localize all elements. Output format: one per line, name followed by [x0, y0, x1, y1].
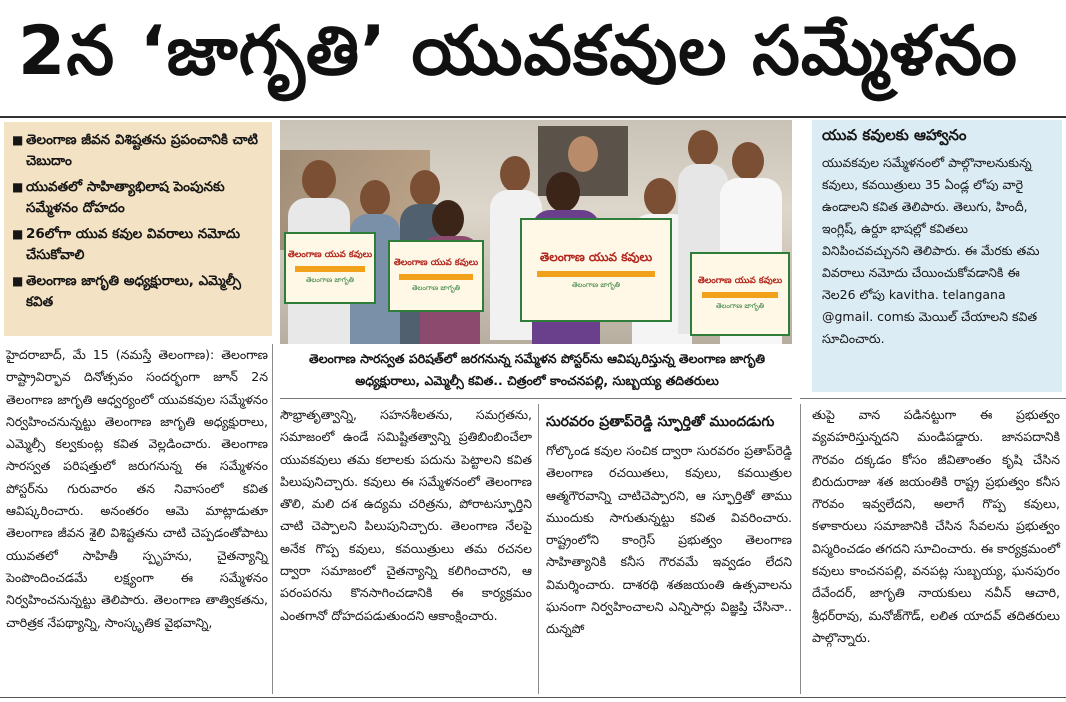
- highlight-item: ■ 26లోగా యువ కవుల వివరాలు నమోదు చేసుకోవాలి: [12, 224, 264, 266]
- article-column-3: [546, 410, 792, 694]
- highlight-item: ■ తెలంగాణ జీవన విశిష్టతను ప్రపంచానికి చాటి చెబుదాం: [12, 130, 264, 172]
- sidebar-rule: [800, 398, 1066, 399]
- caption-rule: [280, 398, 792, 399]
- bullet-square-icon: ■: [12, 133, 24, 147]
- column-separator: [538, 404, 539, 694]
- bottom-rule: [0, 697, 1066, 698]
- event-poster: తెలంగాణ యువ కవులు తెలంగాణ జాగృతి: [388, 240, 484, 312]
- article-paragraph: గోల్కొండ కవుల సంచిక ద్వారా సురవరం ప్రతాప్‌రెడ్డి తెలంగాణ రచయితలు, కవులు, కవయిత్రుల ఆత్మగౌరవాన్ని చాటిచెప్పారని, ఆ స్ఫూర్తితో తాము ముందుకు సాగుతున్నట్టు కవిత వివరించారు. రాష్ట్రంలోని కాంగ్రెస్‌ ప్రభుత్వం తెలంగాణ సాహిత్యానికి కనీస గౌరవమే ఇవ్వడం లేదని విమర్శించారు. దాశరథి శతజయంతి ఉత్సవాలను ఘనంగా నిర్వహించాలని ఎన్నిసార్లు విజ్ఞప్తి చేసినా.. దున్నపో: [546, 443, 792, 637]
- article-paragraph: తుపై వాన పడినట్టుగా ఈ ప్రభుత్వం వ్యవహరిస్తున్నదని మండిపడ్డారు. జానపదానికి గౌరవం దక్కడం కోసం జీవితాంతం కృషి చేసిన బిరుదురాజు శత జయంతికి రాష్ట్ర ప్రభుత్వం కనీస గౌరవం ఇవ్వలేదని, అలాగే గొప్ప కవులు, కళాకారులు సమాజానికి చేసిన సేవలను ప్రభుత్వం విస్మరించడం తగదని సూచించారు. ఈ కార్యక్రమంలో కవులు కాంచనపల్లి, వనపట్ల సుబ్బయ్య, ఘనపురం దేవేందర్‌, జాగృతి నాయకులు నవీన్‌ ఆచారి, శ్రీధర్‌రావు, మనోజ్‌గౌడ్‌, లలిత యాదవ్‌ తదితరులు పాల్గొన్నారు.: [812, 407, 1060, 645]
- event-poster: తెలంగాణ యువ కవులు తెలంగాణ జాగృతి: [690, 252, 790, 336]
- event-poster: తెలంగాణ యువ కవులు తెలంగాణ జాగృతి: [284, 232, 376, 304]
- column-separator: [272, 344, 273, 694]
- article-paragraph: హైదరాబాద్‌, మే 15 (నమస్తే తెలంగాణ): తెలంగాణ రాష్ట్రావిర్భావ దినోత్సవం సందర్భంగా జూన్‌ 2న తెలంగాణ జాగృతి ఆధ్వర్యంలో యువకవుల సమ్మేళనం నిర్వహించనున్నట్టు తెలంగాణ జాగృతి అధ్యక్షురాలు, ఎమ్మెల్సీ కల్వకుంట్ల కవిత వెల్లడించారు. తెలంగాణ సారస్వత పరిషత్తులో జరుగనున్న ఈ సమ్మేళనం పోస్టర్‌ను గురువారం తన నివాసంలో కవిత ఆవిష్కరించారు. అనంతరం ఆమె మాట్లాడుతూ తెలంగాణ జీవన శైలి విశిష్టతను చాటి చెప్పడంతోపాటు యువతలో సాహితీ స్పృహను, చైతన్యాన్ని పెంపొందించడమే లక్ష్యంగా ఈ సమ్మేళనం నిర్వహించనున్నట్టు తెలిపారు. తెలంగాణ తాత్వికతను, చారిత్రక నేపథ్యాన్ని, సాంస్కృతిక వైభవాన్ని,: [6, 347, 268, 630]
- photo-caption: తెలంగాణ సారస్వత పరిషత్‌లో జరగనున్న సమ్మేళన పోస్టర్‌ను ఆవిష్కరిస్తున్న తెలంగాణ జాగృతి అధ్యక్షురాలు, ఎమ్మెల్సీ కవిత.. చిత్రంలో కాంచనపల్లి, సుబ్బయ్య తదితరులు: [308, 351, 766, 388]
- highlight-item: ■ యువతలో సాహిత్యాభిలాష పెంపునకు సమ్మేళనం దోహదం: [12, 177, 264, 219]
- bullet-square-icon: ■: [12, 274, 24, 288]
- article-column-2: [280, 404, 532, 694]
- bullet-square-icon: ■: [12, 227, 24, 241]
- column-separator: [800, 404, 801, 694]
- article-column-4: [812, 404, 1060, 694]
- sidebar-body: యువకవుల సమ్మేళనంలో పాల్గొనాలనుకున్న కవులు, కవయిత్రులు 35 ఏండ్ల లోపు వారై ఉండాలని కవిత తెలిపారు. తెలుగు, హిందీ, ఇంగ్లిష్‌, ఉర్దూ భాషల్లో కవితలు వినిపించవచ్చునని తెలిపారు. ఈ మేరకు తమ వివరాలు నమోదు చేయించుకోవడానికి ఈ నెల26 లోపు kavitha. telangana @gmail. comకు మెయిల్‌ చేయాలని కవిత సూచించారు.: [822, 155, 1040, 346]
- article-subhead: సురవరం ప్రతాప్‌రెడ్డి స్ఫూర్తితో ముందడుగు: [546, 414, 775, 430]
- headline: 2న ‘జాగృతి’ యువకవుల సమ్మేళనం: [18, 11, 1018, 91]
- bullet-square-icon: ■: [12, 180, 24, 194]
- highlights-box: [4, 122, 272, 336]
- sidebar-title: యువ కవులకు ఆహ్వానం: [822, 126, 967, 144]
- sidebar-box: [812, 120, 1062, 392]
- article-paragraph: సౌభ్రాతృత్వాన్ని, సహనశీలతను, సమగ్రతను, సమాజంలో ఉండే సమిష్టితత్వాన్ని ప్రతిబింబించేలా యువకవులు తమ కలాలకు పదును పెట్టాలని కవిత పిలుపునిచ్చారు. కవులు ఈ సమ్మేళనంలో తెలంగాణ తొలి, మలి దశ ఉద్యమ చరిత్రను, పోరాటస్ఫూర్తిని చాటి చెప్పాలని పిలుపునిచ్చారు. తెలంగాణ నేలపై అనేక గొప్ప కవులు, కవయిత్రులు తమ రచనల ద్వారా సమాజంలో చైతన్యాన్ని కలిగించారని, ఆ పరంపరను కొనసాగించడానికి ఈ కార్యక్రమం ఎంతగానో దోహదపడుతుందని ఆకాంక్షించారు.: [280, 407, 532, 623]
- highlight-item: ■ తెలంగాణ జాగృతి అధ్యక్షురాలు, ఎమ్మెల్సీ కవిత: [12, 271, 264, 313]
- news-photo: [280, 120, 792, 344]
- headline-rule: [0, 116, 1066, 118]
- article-column-1: [6, 344, 268, 694]
- event-poster: తెలంగాణ యువ కవులు తెలంగాణ జాగృతి: [520, 218, 672, 322]
